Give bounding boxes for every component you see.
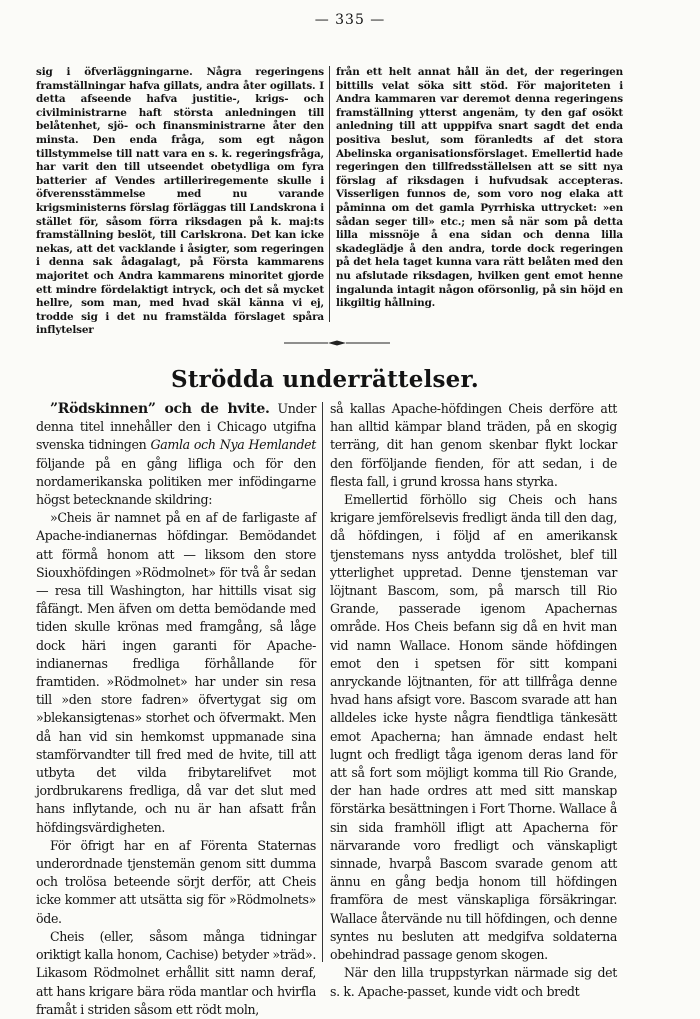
page-number: — 335 —: [314, 12, 386, 28]
article-paragraph: Cheis (eller, såsom många tidningar oriktigt kalla honom, Cachise) betyder »träd». Likasom Rödmolnet erhållit sitt namn deraf, att hans krigare bära röda mantlar och hvirfla framåt i striden såsom ett rödt moln,: [36, 928, 316, 1017]
top-right-column: [336, 66, 623, 311]
article-right-column: [330, 400, 617, 1001]
newspaper-name: Gamla och Nya Hemlandet: [150, 437, 316, 453]
article-intro: [36, 400, 316, 509]
ornament-divider: [282, 340, 392, 346]
article-left-column: [36, 400, 316, 1019]
article-paragraph: »Cheis är namnet på en af de farligaste af Apache-indianernas höfdingar. Bemödandet att förmå honom att — liksom den store Siouxhöfdingen »Rödmolnet» för två år sedan — resa till Washington, har hittills visat sig fåfängt. Men äfven om detta bemödande med tiden skulle krönas med framgång, så låge dock häri ingen garanti för Apache-indianernas fredliga förhållande för framtiden. »Rödmolnet» har under sin resa till »den store fadren» öfvertygat sig om »blekansigtenas» storhet och öfvermakt. Men då han vid sin hemkomst uppmanade sina stamförvandter till fred med de hvite, till att utbyta det vilda fribytarelifvet mot jordbrukarens fredliga, då var det slut med hans inflytande, och nu är han afsatt från höfdingsvärdigheten.: [36, 510, 316, 835]
column-divider-top: [329, 66, 330, 322]
top-right-paragraph: från ett helt annat håll än det, der regeringen bittills velat söka sitt stöd. För majoriteten i Andra kammaren var deremot denna regeringens framställning ytterst angenäm, ty den gaf osökt anledning till att uppрifva snart sagdt det enda positiva beslut, som föranledts af det stora Abelinska organisationsförslaget. Emellertid hade regeringen den tillfredsställelsen att se sitt nya förslag af riksdagen i hufvudsak accepteras. Visserligen funnos de, som voro nog elaka att påminna om det gamla Pyrrhiska uttrycket: »en sådan seger till» etc.; men så när som på detta lilla missnöje å ena sidan och denna lilla skadeglädje å den andra, torde dock regeringen på det hela taget kunna vara rätt belåten med den nu afslutade riksdagen, hvilken gent emot henne ingalunda intagit någon oförsonlig, på sin höjd en likgiltig hållning.: [336, 66, 623, 310]
column-divider-bottom: [322, 402, 323, 962]
intro-text-after: följande på en gång lifliga och för den nordamerikanska politiken mer infödingarne högst betecknande skildring:: [36, 455, 316, 508]
article-paragraph: så kallas Apache-höfdingen Cheis derföre att han alltid kämpar bland träden, på en skogig terräng, dit han genom skenbar flykt lockar den förföljande fienden, för att sedan, i de flesta fall, i grund krossa hans styrka.: [330, 401, 617, 489]
article-paragraph: När den lilla truppstyrkan närmade sig det s. k. Apache-passet, kunde vidt och bredt: [330, 965, 617, 999]
article-paragraph: Emellertid förhöllo sig Cheis och hans krigare jemförelsevis fredligt ända till den dag, då höfdingen, i följd af en amerikansk tjenstemans nyss antydda trolöshet, blef till ytterlighet uppretad. Denne tjensteman var löjtnant Bascom, som, på marsch till Rio Grande, passerade igenom Apachernas område. Hos Cheis befann sig då en hvit man vid namn Wallace. Honom sände höfdingen emot den i spetsen för sitt kompani anryckande löjtnanten, för att tillfråga denne hvad hans afsigt vore. Bascom svarade att han alldeles icke hyste några fiendtliga tänkesätt emot Apacherna; han ämnade endast helt lugnt och fredligt tåga igenom deras land för att så fort som möjligt komma till Rio Grande, der han hade ordres att med sitt manskap förstärka besättningen i Fort Thorne. Wallace å sin sida framhöll ifligt att Apacherna för närvarande voro fredligt och vänskapligt sinnade, hvarpå Bascom svarade genom att ännu en gång bedja honom till höfdingen framföra de mest vänskapliga försäkringar. Wallace återvände nu till höfdingen, och denne syntes nu besluten att medgifva soldaterna obehindrad passage genom skogen.: [330, 492, 617, 963]
section-title: Strödda underrättelser.: [171, 366, 479, 393]
top-left-column: [36, 66, 324, 338]
intro-text-before: Under denna titel innehåller den i Chicago utgifna svenska tidningen: [36, 401, 316, 453]
article-heading: ”Rödskinnen” och de hvite.: [50, 401, 270, 417]
top-left-paragraph: sig i öfverläggningarne. Några regeringens framställningar hafva gillats, andra åter ogillats. I detta afseende hafva justitie-, krigs- och civilministrarne haft största anledningen till belåtenhet, sjö- och finansministrarne åter den minsta. Den enda fråga, som egt någon tillstymmelse till natt vara en s. k. regeringsfråga, har varit den till utseendet obetydliga om fyra batterier af Vendes artilleriregemente skulle i öfverensstämmelse med nu varande krigsministerns förslag förläggas till Landskrona i stället för, såsom förra riksdagen på k. maj:ts framställning beslöt, till Carlskrona. Det kan icke nekas, att det vacklande i åsigter, som regeringen i denna sak ådagalagt, på Första kammarens majoritet och Andra kammarens minoritet gjorde ett mindre fördelaktigt intryck, och det så mycket hellre, som man, med hvad skäl känna vi ej, trodde sig i det nu framstälda förslaget spåra inflytelser: [36, 66, 324, 337]
article-paragraph: För öfrigt har en af Förenta Staternas underordnade tjenstemän genom sitt dumma och trolösa beteende sörjt derför, att Cheis icke kommer att utsätta sig för »Rödmolnets» öde.: [36, 837, 316, 926]
